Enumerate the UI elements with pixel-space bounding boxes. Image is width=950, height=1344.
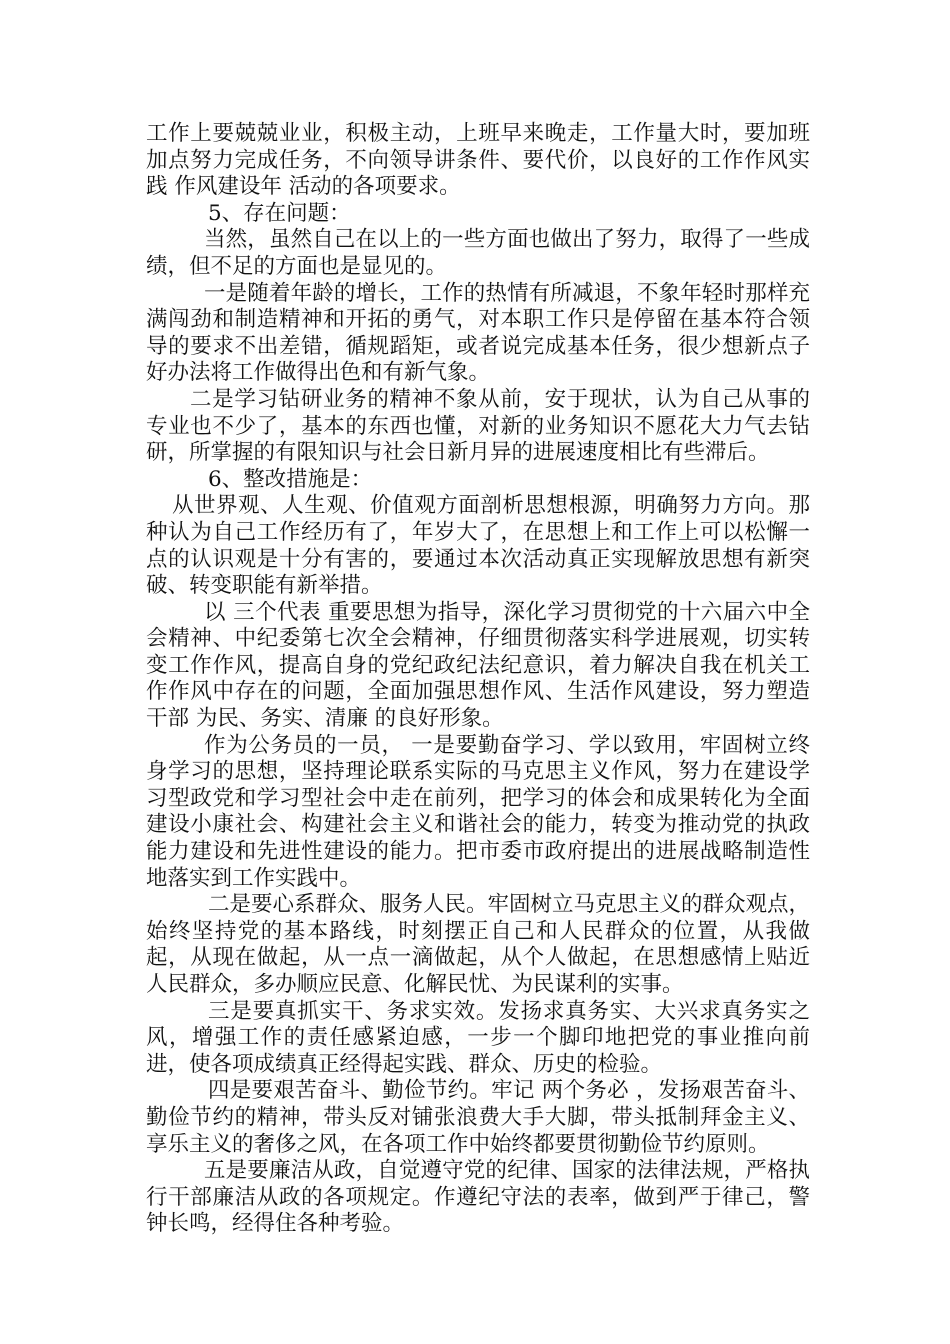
- paragraph-measure-five: 五是要廉洁从政，自觉遵守党的纪律、国家的法律法规，严格执行干部廉洁从政的各项规定。作遵纪守法的表率，做到严于律己，警钟长鸣，经得住各种考验。: [146, 1158, 810, 1237]
- paragraph-measures-intro: 从世界观、人生观、价值观方面剖析思想根源，明确努力方向。那种认为自己工作经历有了，年岁大了，在思想上和工作上可以松懈一点的认识观是十分有害的，要通过本次活动真正实现解放思想有新突破、转变职能有新举措。: [146, 493, 810, 599]
- paragraph-measure-one: 作为公务员的一员， 一是要勤奋学习、学以致用，牢固树立终身学习的思想，坚持理论联系实际的马克思主义作风，努力在建设学习型政党和学习型社会中走在前列，把学习的体会和成果转化为全面建设小康社会、构建社会主义和谐社会的能力，转变为推动党的执政能力建设和先进性建设的能力。把市委市政府提出的进展战略制造性地落实到工作实践中。: [146, 732, 810, 891]
- paragraph-measures-guidance: 以 三个代表 重要思想为指导，深化学习贯彻党的十六届六中全会精神、中纪委第七次全会精神，仔细贯彻落实科学进展观，切实转变工作作风，提高自身的党纪政纪法纪意识，着力解决自我在机关工作作风中存在的问题，全面加强思想作风、生活作风建设，努力塑造干部 为民、务实、清廉 的良好形象。: [146, 599, 810, 732]
- paragraph-measure-three: 三是要真抓实干、务求实效。发扬求真务实、大兴求真务实之风，增强工作的责任感紧迫感，一步一个脚印地把党的事业推向前进，使各项成绩真正经得起实践、群众、历史的检验。: [146, 998, 810, 1077]
- heading-rectification-measures: 6、整改措施是：: [208, 466, 373, 492]
- paragraph-problems-intro: 当然，虽然自己在以上的一些方面也做出了努力，取得了一些成绩，但不足的方面也是显见的。: [146, 227, 810, 279]
- paragraph-work-attitude: 工作上要兢兢业业，积极主动，上班早来晚走，工作量大时，要加班加点努力完成任务，不向领导讲条件、要代价，以良好的工作作风实践 作风建设年 活动的各项要求。: [146, 121, 810, 200]
- heading-existing-problems: 5、存在问题：: [208, 200, 351, 226]
- paragraph-measure-two: 二是要心系群众、服务人民。牢固树立马克思主义的群众观点，始终坚持党的基本路线，时刻摆正自己和人民群众的位置，从我做起，从现在做起，从一点一滴做起，从个人做起，在思想感情上贴近人民群众，多办顺应民意、化解民忧、为民谋利的实事。: [146, 892, 811, 997]
- document-body: [146, 121, 810, 1238]
- paragraph-problem-one: 一是随着年龄的增长，工作的热情有所减退，不象年轻时那样充满闯劲和制造精神和开拓的勇气，对本职工作只是停留在基本符合领导的要求不出差错，循规蹈矩，或者说完成基本任务，很少想新点子好办法将工作做得出色和有新气象。: [146, 280, 810, 386]
- paragraph-measure-four: 四是要艰苦奋斗、勤俭节约。牢记 两个务必 ，发扬艰苦奋斗、勤俭节约的精神，带头反对铺张浪费大手大脚，带头抵制拜金主义、享乐主义的奢侈之风，在各项工作中始终都要贯彻勤俭节约原则。: [146, 1078, 810, 1157]
- paragraph-problem-two: 二是学习钻研业务的精神不象从前，安于现状，认为自己从事的专业也不少了，基本的东西也懂，对新的业务知识不愿花大力气去钻研，所掌握的有限知识与社会日新月异的进展速度相比有些滞后。: [146, 386, 810, 466]
